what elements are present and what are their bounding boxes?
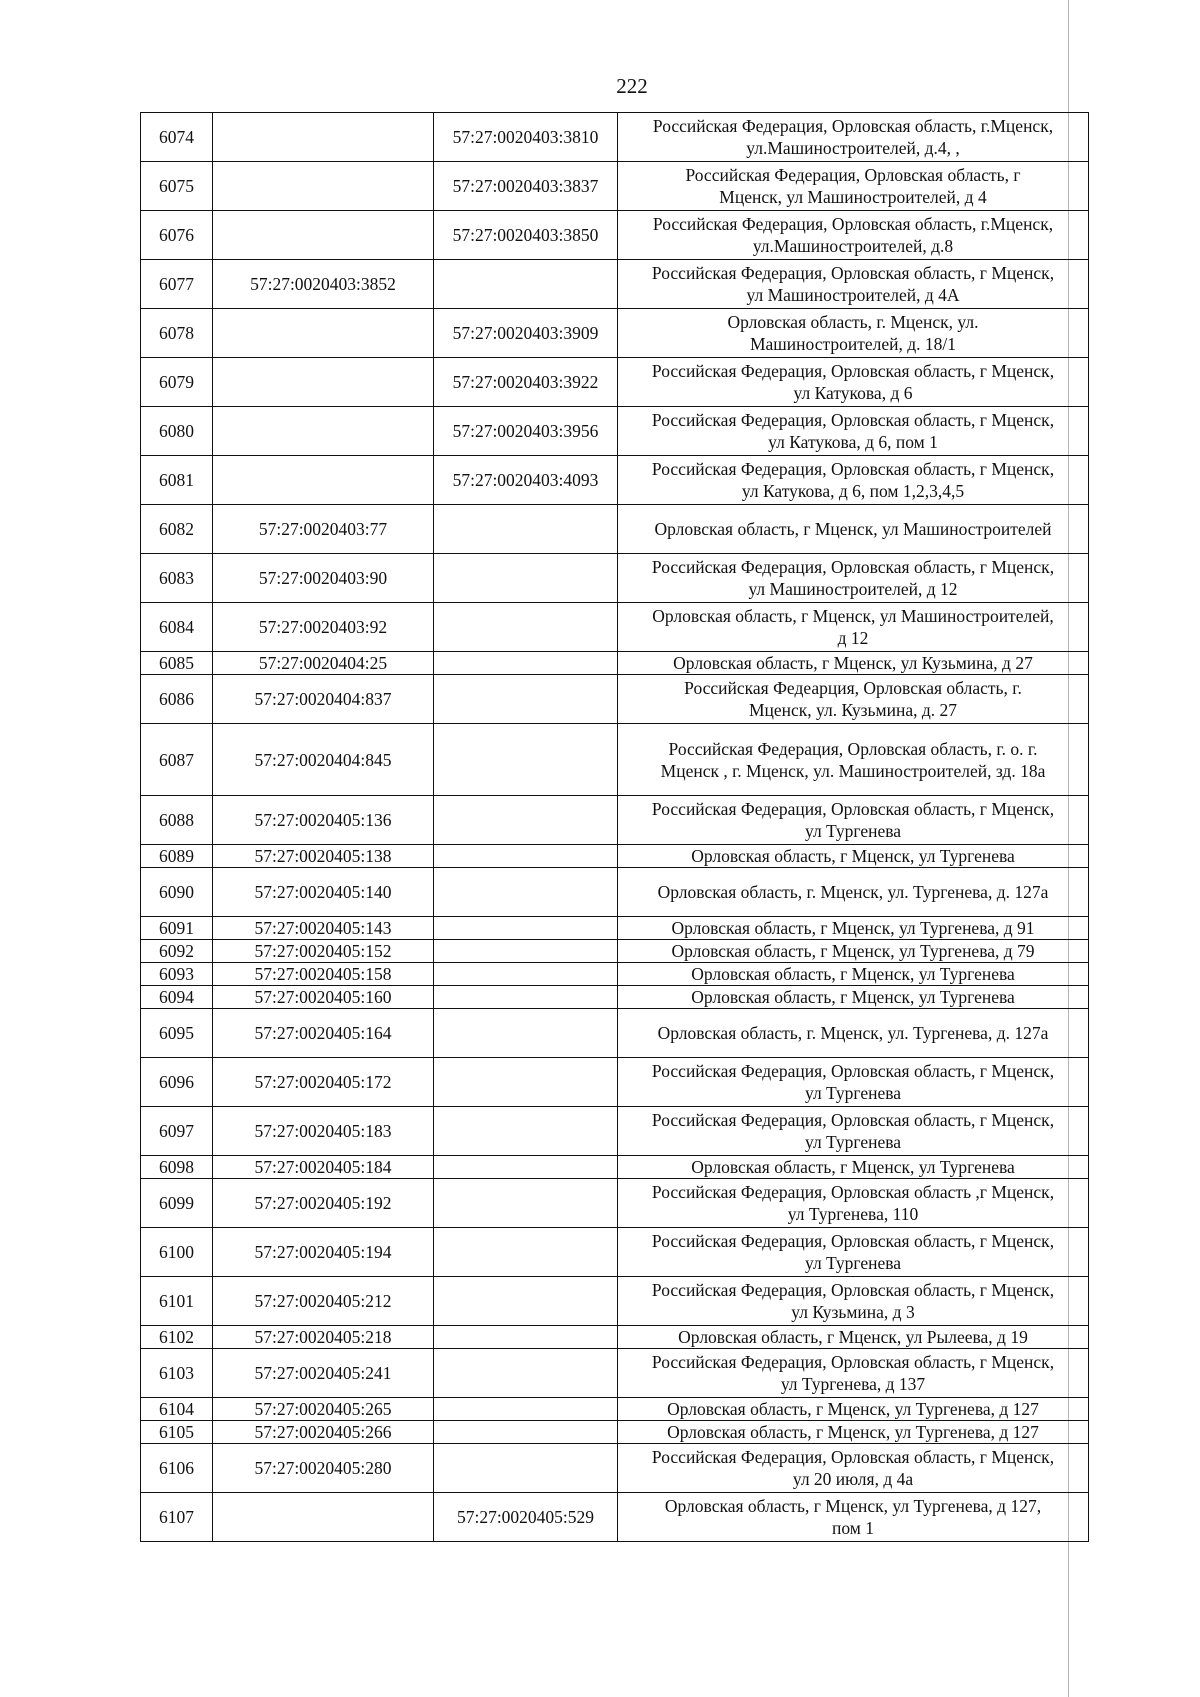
table-row <box>141 796 1089 845</box>
cadastral-number-cell: 57:27:0020404:25 <box>213 652 434 675</box>
address-cell: Орловская область, г Мценск, ул Машиностроителей, д 12 <box>618 603 1089 652</box>
cadastral-number-cell <box>213 358 434 407</box>
page-number: 222 <box>616 74 648 98</box>
cadastral-number-cell: 57:27:0020405:158 <box>213 963 434 986</box>
cadastral-number-cell: 57:27:0020405:184 <box>213 1156 434 1179</box>
cadastral-number-alt-cell: 57:27:0020403:3909 <box>434 309 618 358</box>
address-cell: Российская Федерация, Орловская область, г Мценск, ул Катукова, д 6 <box>618 358 1089 407</box>
cadastral-number-alt-cell <box>434 505 618 554</box>
cadastral-number-cell <box>213 456 434 505</box>
address-cell: Российская Федерация, Орловская область, г Мценск, ул Тургенева <box>618 796 1089 845</box>
cadastral-number-cell: 57:27:0020405:138 <box>213 845 434 868</box>
cadastral-number-alt-cell <box>434 940 618 963</box>
table-row <box>141 1156 1089 1179</box>
cadastral-number-cell: 57:27:0020405:280 <box>213 1444 434 1493</box>
cadastral-number-cell: 57:27:0020405:241 <box>213 1349 434 1398</box>
row-number-cell: 6076 <box>141 211 213 260</box>
cadastral-number-cell: 57:27:0020404:845 <box>213 724 434 796</box>
table-row <box>141 1107 1089 1156</box>
table-row <box>141 603 1089 652</box>
cadastral-number-alt-cell <box>434 1009 618 1058</box>
cadastral-number-alt-cell <box>434 724 618 796</box>
cadastral-number-alt-cell: 57:27:0020403:3837 <box>434 162 618 211</box>
cadastral-number-alt-cell <box>434 1058 618 1107</box>
address-cell: Российская Федерация, Орловская область, г.Мценск, ул.Машиностроителей, д.4, , <box>618 113 1089 162</box>
table-row <box>141 211 1089 260</box>
table-row <box>141 309 1089 358</box>
row-number-cell: 6088 <box>141 796 213 845</box>
row-number-cell: 6098 <box>141 1156 213 1179</box>
cadastral-number-cell <box>213 211 434 260</box>
address-cell: Российская Федерация, Орловская область ,г Мценск, ул Тургенева, 110 <box>618 1179 1089 1228</box>
address-cell: Орловская область, г. Мценск, ул. Тургенева, д. 127а <box>618 1009 1089 1058</box>
registry-body <box>141 113 1089 1542</box>
cadastral-number-cell: 57:27:0020405:266 <box>213 1421 434 1444</box>
address-cell: Российская Федерация, Орловская область, г Мценск, ул Кузьмина, д 3 <box>618 1277 1089 1326</box>
registry-table <box>140 112 1089 1542</box>
table-row <box>141 113 1089 162</box>
row-number-cell: 6092 <box>141 940 213 963</box>
address-cell: Орловская область, г. Мценск, ул. Машиностроителей, д. 18/1 <box>618 309 1089 358</box>
cadastral-number-alt-cell <box>434 1349 618 1398</box>
cadastral-number-cell: 57:27:0020405:160 <box>213 986 434 1009</box>
cadastral-number-cell <box>213 407 434 456</box>
cadastral-number-alt-cell <box>434 845 618 868</box>
address-cell: Российская Федерация, Орловская область, г Мценск, ул Машиностроителей, д 12 <box>618 554 1089 603</box>
cadastral-number-cell <box>213 1493 434 1542</box>
address-cell: Российская Федерация, Орловская область, г Мценск, ул Машиностроителей, д 4 <box>618 162 1089 211</box>
address-cell: Российская Федерация, Орловская область, г. о. г. Мценск , г. Мценск, ул. Машиностроителей, зд. 18а <box>618 724 1089 796</box>
address-cell: Орловская область, г Мценск, ул Тургенева <box>618 845 1089 868</box>
row-number-cell: 6107 <box>141 1493 213 1542</box>
cadastral-number-cell: 57:27:0020405:140 <box>213 868 434 917</box>
address-cell: Российская Федерация, Орловская область, г.Мценск, ул.Машиностроителей, д.8 <box>618 211 1089 260</box>
cadastral-number-alt-cell <box>434 917 618 940</box>
row-number-cell: 6100 <box>141 1228 213 1277</box>
address-cell: Российская Федерация, Орловская область, г Мценск, ул Катукова, д 6, пом 1,2,3,4,5 <box>618 456 1089 505</box>
row-number-cell: 6102 <box>141 1326 213 1349</box>
table-row <box>141 260 1089 309</box>
cadastral-number-cell: 57:27:0020403:3852 <box>213 260 434 309</box>
address-cell: Российская Федерация, Орловская область, г Мценск, ул Тургенева, д 137 <box>618 1349 1089 1398</box>
cadastral-number-alt-cell <box>434 1326 618 1349</box>
table-row <box>141 505 1089 554</box>
address-cell: Орловская область, г Мценск, ул Кузьмина, д 27 <box>618 652 1089 675</box>
row-number-cell: 6084 <box>141 603 213 652</box>
table-row <box>141 358 1089 407</box>
table-row <box>141 554 1089 603</box>
table-row <box>141 986 1089 1009</box>
row-number-cell: 6081 <box>141 456 213 505</box>
row-number-cell: 6097 <box>141 1107 213 1156</box>
address-cell: Российская Федерация, Орловская область, г Мценск, ул 20 июля, д 4а <box>618 1444 1089 1493</box>
cadastral-number-cell <box>213 309 434 358</box>
row-number-cell: 6104 <box>141 1398 213 1421</box>
cadastral-number-alt-cell: 57:27:0020403:4093 <box>434 456 618 505</box>
cadastral-number-alt-cell: 57:27:0020405:529 <box>434 1493 618 1542</box>
table-row <box>141 1179 1089 1228</box>
cadastral-number-cell: 57:27:0020404:837 <box>213 675 434 724</box>
cadastral-number-cell <box>213 162 434 211</box>
table-row <box>141 1228 1089 1277</box>
address-cell: Орловская область, г Мценск, ул Тургенева, д 79 <box>618 940 1089 963</box>
cadastral-number-alt-cell: 57:27:0020403:3956 <box>434 407 618 456</box>
cadastral-number-cell: 57:27:0020403:90 <box>213 554 434 603</box>
cadastral-number-alt-cell <box>434 1228 618 1277</box>
row-number-cell: 6101 <box>141 1277 213 1326</box>
table-row <box>141 1009 1089 1058</box>
table-row <box>141 868 1089 917</box>
table-row <box>141 963 1089 986</box>
cadastral-number-cell: 57:27:0020403:77 <box>213 505 434 554</box>
address-cell: Российская Федерация, Орловская область, г Мценск, ул Тургенева <box>618 1107 1089 1156</box>
row-number-cell: 6099 <box>141 1179 213 1228</box>
cadastral-number-alt-cell <box>434 1156 618 1179</box>
cadastral-number-alt-cell <box>434 603 618 652</box>
cadastral-number-cell: 57:27:0020405:172 <box>213 1058 434 1107</box>
row-number-cell: 6082 <box>141 505 213 554</box>
row-number-cell: 6095 <box>141 1009 213 1058</box>
row-number-cell: 6090 <box>141 868 213 917</box>
cadastral-number-cell: 57:27:0020405:194 <box>213 1228 434 1277</box>
row-number-cell: 6091 <box>141 917 213 940</box>
table-row <box>141 675 1089 724</box>
address-cell: Орловская область, г Мценск, ул Тургенева, д 127, пом 1 <box>618 1493 1089 1542</box>
row-number-cell: 6080 <box>141 407 213 456</box>
table-row <box>141 407 1089 456</box>
address-cell: Орловская область, г Мценск, ул Рылеева, д 19 <box>618 1326 1089 1349</box>
row-number-cell: 6086 <box>141 675 213 724</box>
cadastral-number-cell: 57:27:0020405:136 <box>213 796 434 845</box>
cadastral-number-cell: 57:27:0020405:218 <box>213 1326 434 1349</box>
cadastral-number-cell: 57:27:0020405:192 <box>213 1179 434 1228</box>
address-cell: Орловская область, г Мценск, ул Тургенева, д 91 <box>618 917 1089 940</box>
cadastral-number-alt-cell <box>434 1107 618 1156</box>
table-row <box>141 940 1089 963</box>
cadastral-number-alt-cell: 57:27:0020403:3850 <box>434 211 618 260</box>
table-row <box>141 162 1089 211</box>
row-number-cell: 6103 <box>141 1349 213 1398</box>
cadastral-number-cell: 57:27:0020403:92 <box>213 603 434 652</box>
cadastral-number-alt-cell <box>434 1398 618 1421</box>
table-row <box>141 456 1089 505</box>
cadastral-number-alt-cell <box>434 554 618 603</box>
cadastral-number-alt-cell <box>434 963 618 986</box>
address-cell: Орловская область, г Мценск, ул Машиностроителей <box>618 505 1089 554</box>
address-cell: Российская Федерация, Орловская область, г Мценск, ул Катукова, д 6, пом 1 <box>618 407 1089 456</box>
table-row <box>141 1444 1089 1493</box>
row-number-cell: 6085 <box>141 652 213 675</box>
cadastral-number-cell: 57:27:0020405:183 <box>213 1107 434 1156</box>
row-number-cell: 6078 <box>141 309 213 358</box>
address-cell: Орловская область, г Мценск, ул Тургенева, д 127 <box>618 1421 1089 1444</box>
address-cell: Орловская область, г Мценск, ул Тургенева <box>618 1156 1089 1179</box>
row-number-cell: 6079 <box>141 358 213 407</box>
cadastral-number-alt-cell: 57:27:0020403:3922 <box>434 358 618 407</box>
cadastral-number-cell: 57:27:0020405:265 <box>213 1398 434 1421</box>
address-cell: Орловская область, г Мценск, ул Тургенева <box>618 986 1089 1009</box>
table-row <box>141 845 1089 868</box>
cadastral-number-cell: 57:27:0020405:143 <box>213 917 434 940</box>
cadastral-number-alt-cell <box>434 1421 618 1444</box>
row-number-cell: 6094 <box>141 986 213 1009</box>
address-cell: Российская Федерация, Орловская область, г Мценск, ул Машиностроителей, д 4А <box>618 260 1089 309</box>
cadastral-number-alt-cell <box>434 868 618 917</box>
row-number-cell: 6083 <box>141 554 213 603</box>
row-number-cell: 6074 <box>141 113 213 162</box>
cadastral-number-cell: 57:27:0020405:212 <box>213 1277 434 1326</box>
cadastral-number-alt-cell: 57:27:0020403:3810 <box>434 113 618 162</box>
row-number-cell: 6089 <box>141 845 213 868</box>
row-number-cell: 6077 <box>141 260 213 309</box>
table-row <box>141 1493 1089 1542</box>
cadastral-number-alt-cell <box>434 1277 618 1326</box>
row-number-cell: 6096 <box>141 1058 213 1107</box>
cadastral-number-alt-cell <box>434 796 618 845</box>
table-row <box>141 724 1089 796</box>
cadastral-number-cell: 57:27:0020405:164 <box>213 1009 434 1058</box>
cadastral-number-cell: 57:27:0020405:152 <box>213 940 434 963</box>
address-cell: Орловская область, г Мценск, ул Тургенева, д 127 <box>618 1398 1089 1421</box>
table-row <box>141 1349 1089 1398</box>
cadastral-number-alt-cell <box>434 652 618 675</box>
row-number-cell: 6087 <box>141 724 213 796</box>
address-cell: Российская Федерация, Орловская область, г Мценск, ул Тургенева <box>618 1228 1089 1277</box>
table-row <box>141 1421 1089 1444</box>
cadastral-number-alt-cell <box>434 675 618 724</box>
address-cell: Орловская область, г. Мценск, ул. Тургенева, д. 127а <box>618 868 1089 917</box>
row-number-cell: 6106 <box>141 1444 213 1493</box>
row-number-cell: 6075 <box>141 162 213 211</box>
address-cell: Российская Федерация, Орловская область, г Мценск, ул Тургенева <box>618 1058 1089 1107</box>
table-row <box>141 1058 1089 1107</box>
cadastral-number-alt-cell <box>434 1179 618 1228</box>
address-cell: Российская Федеарция, Орловская область, г. Мценск, ул. Кузьмина, д. 27 <box>618 675 1089 724</box>
row-number-cell: 6093 <box>141 963 213 986</box>
address-cell: Орловская область, г Мценск, ул Тургенева <box>618 963 1089 986</box>
table-row <box>141 652 1089 675</box>
cadastral-number-alt-cell <box>434 260 618 309</box>
cadastral-number-alt-cell <box>434 986 618 1009</box>
row-number-cell: 6105 <box>141 1421 213 1444</box>
table-row <box>141 917 1089 940</box>
cadastral-number-alt-cell <box>434 1444 618 1493</box>
table-row <box>141 1326 1089 1349</box>
table-row <box>141 1277 1089 1326</box>
table-row <box>141 1398 1089 1421</box>
cadastral-number-cell <box>213 113 434 162</box>
